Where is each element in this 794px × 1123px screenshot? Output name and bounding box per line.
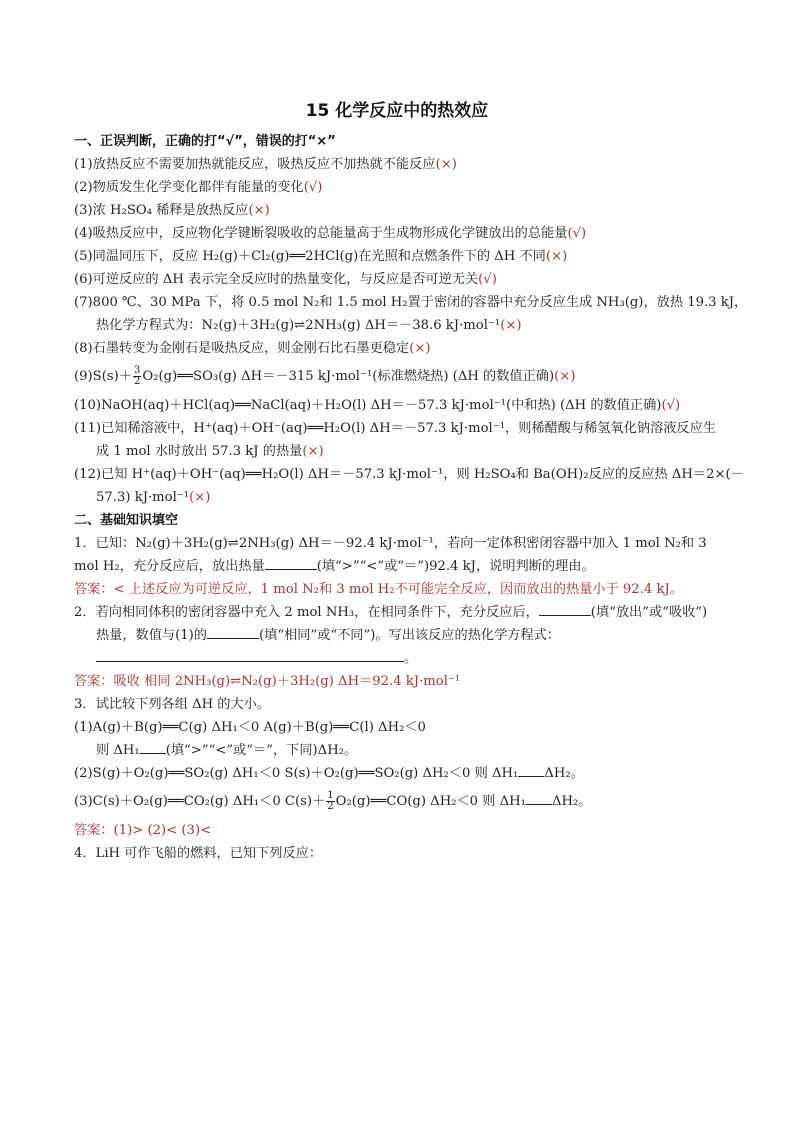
- question-line: (1)放热反应不需要加热就能反应，吸热反应不加热就不能反应(×): [74, 157, 457, 172]
- question-line: (3)C(s)＋O₂(g)══CO₂(g) ΔH₁＜0 C(s)＋ $\frac{1}{2}$ O₂(g)══CO(g) ΔH₂＜0 则 ΔH₁ ΔH₂。: [74, 790, 592, 812]
- section-heading-judgement: 一、正误判断，正确的打“√”，错误的打“×”: [74, 134, 336, 149]
- question-line: 4．LiH 可作飞船的燃料，已知下列反应：: [74, 846, 323, 861]
- fraction: $\frac{1}{2}$: [327, 790, 334, 812]
- question-line: (2)S(g)＋O₂(g)══SO₂(g) ΔH₁＜0 S(s)＋O₂(g)══SO₂(g) ΔH₂＜0 则 ΔH₁ ΔH₂。: [74, 766, 584, 781]
- section-heading-fill: 二、基础知识填空: [74, 513, 179, 528]
- fill-blank: [140, 741, 166, 754]
- question-line: (12)已知 H⁺(aq)＋OH⁻(aq)══H₂O(l) ΔH＝－57.3 kJ·mol⁻¹，则 H₂SO₄和 Ba(OH)₂反应的反应热 ΔH＝2×(－: [74, 467, 744, 482]
- fill-blank: [518, 764, 544, 777]
- question-line: (5)同温同压下，反应 H₂(g)＋Cl₂(g)══2HCl(g)在光照和点燃条件下的 ΔH 不同(×): [74, 249, 568, 264]
- answer-mark: (×): [302, 444, 324, 459]
- question-line: (10)NaOH(aq)＋HCl(aq)══NaCl(aq)＋H₂O(l) ΔH＝－57.3 kJ·mol⁻¹(中和热) (ΔH 的数值正确)(√): [74, 398, 681, 413]
- answer-mark: (×): [554, 369, 576, 384]
- question-line: 。: [74, 647, 730, 670]
- answer-mark: (√): [478, 272, 497, 287]
- answer-line: 答案：(1)> (2)< (3)<: [74, 823, 212, 838]
- question-line: 热量，数值与(1)的 (填“相同”或“不同”)。写出该反应的热化学方程式：: [96, 628, 561, 643]
- answer-mark: (×): [248, 203, 270, 218]
- document-body: [74, 130, 748, 865]
- question-line: (4)吸热反应中，反应物化学键断裂吸收的总能量高于生成物形成化学键放出的总能量(√): [74, 226, 587, 241]
- fraction: $\frac{3}{2}$: [133, 365, 141, 387]
- answer-mark: (×): [545, 249, 568, 264]
- question-line: 成 1 mol 水时放出 57.3 kJ 的热量(×): [96, 444, 324, 459]
- answer-line: 答案：吸收 相同 2NH₃(g)⇌N₂(g)＋3H₂(g) ΔH＝92.4 kJ·mol⁻¹: [74, 674, 461, 689]
- question-line: (9)S(s)＋ $\frac{3}{2}$ O₂(g)══SO₃(g) ΔH＝－315 kJ·mol⁻¹(标准燃烧热) (ΔH 的数值正确)(×): [74, 365, 576, 387]
- question-line: 1．已知：N₂(g)＋3H₂(g)⇌2NH₃(g) ΔH＝－92.4 kJ·mol⁻¹，若向一定体积密闭容器中加入 1 mol N₂和 3: [74, 536, 707, 551]
- question-line: 则 ΔH₁ (填“>”“<”或“＝”，下同)ΔH₂。: [96, 743, 358, 758]
- answer-mark: (×): [500, 318, 522, 333]
- answer-mark: (√): [303, 180, 323, 195]
- fill-blank: [539, 603, 591, 616]
- question-line: 57.3) kJ·mol⁻¹(×): [96, 490, 211, 505]
- question-line: (6)可逆反应的 ΔH 表示完全反应时的热量变化，与反应是否可逆无关(√): [74, 272, 497, 287]
- answer-mark: (×): [189, 490, 211, 505]
- answer-mark: (√): [567, 226, 587, 241]
- question-line: (7)800 ℃、30 MPa 下，将 0.5 mol N₂和 1.5 mol H₂置于密闭的容器中充分反应生成 NH₃(g)，放热 19.3 kJ，: [74, 295, 748, 310]
- answer-line: 答案：< 上述反应为可逆反应，1 mol N₂和 3 mol H₂不可能完全反应，因而放出的热量小于 92.4 kJ。: [74, 582, 683, 597]
- fill-blank: [265, 557, 317, 570]
- fill-blank: [207, 626, 259, 639]
- question-line: 2．若向相同体积的密闭容器中充入 2 mol NH₃，在相同条件下，充分反应后， (填“放出”或“吸收”): [74, 605, 708, 620]
- question-line: mol H₂，充分反应后，放出热量 (填“>”“<”或“＝”)92.4 kJ，说明判断的理由。: [74, 559, 595, 574]
- fill-blank: [526, 792, 552, 805]
- question-line: (2)物质发生化学变化都伴有能量的变化(√): [74, 180, 323, 195]
- question-line: 热化学方程式为：N₂(g)＋3H₂(g)⇌2NH₃(g) ΔH＝－38.6 kJ·mol⁻¹(×): [96, 318, 522, 333]
- question-line: 3．试比较下列各组 ΔH 的大小。: [74, 697, 271, 712]
- answer-mark: (×): [435, 157, 457, 172]
- question-line: (8)石墨转变为金刚石是吸热反应，则金刚石比石墨更稳定(×): [74, 341, 431, 356]
- page-title: 15 化学反应中的热效应: [305, 101, 489, 121]
- question-line: (11)已知稀溶液中，H⁺(aq)＋OH⁻(aq)══H₂O(l) ΔH＝－57.3 kJ·mol⁻¹，则稀醋酸与稀氢氧化钠溶液反应生: [74, 421, 716, 436]
- answer-mark: (√): [661, 398, 681, 413]
- question-line: (1)A(g)＋B(g)══C(g) ΔH₁＜0 A(g)＋B(g)══C(l) ΔH₂＜0: [74, 720, 426, 735]
- fill-blank: [96, 649, 404, 662]
- answer-mark: (×): [409, 341, 431, 356]
- question-line: (3)浓 H₂SO₄ 稀释是放热反应(×): [74, 203, 270, 218]
